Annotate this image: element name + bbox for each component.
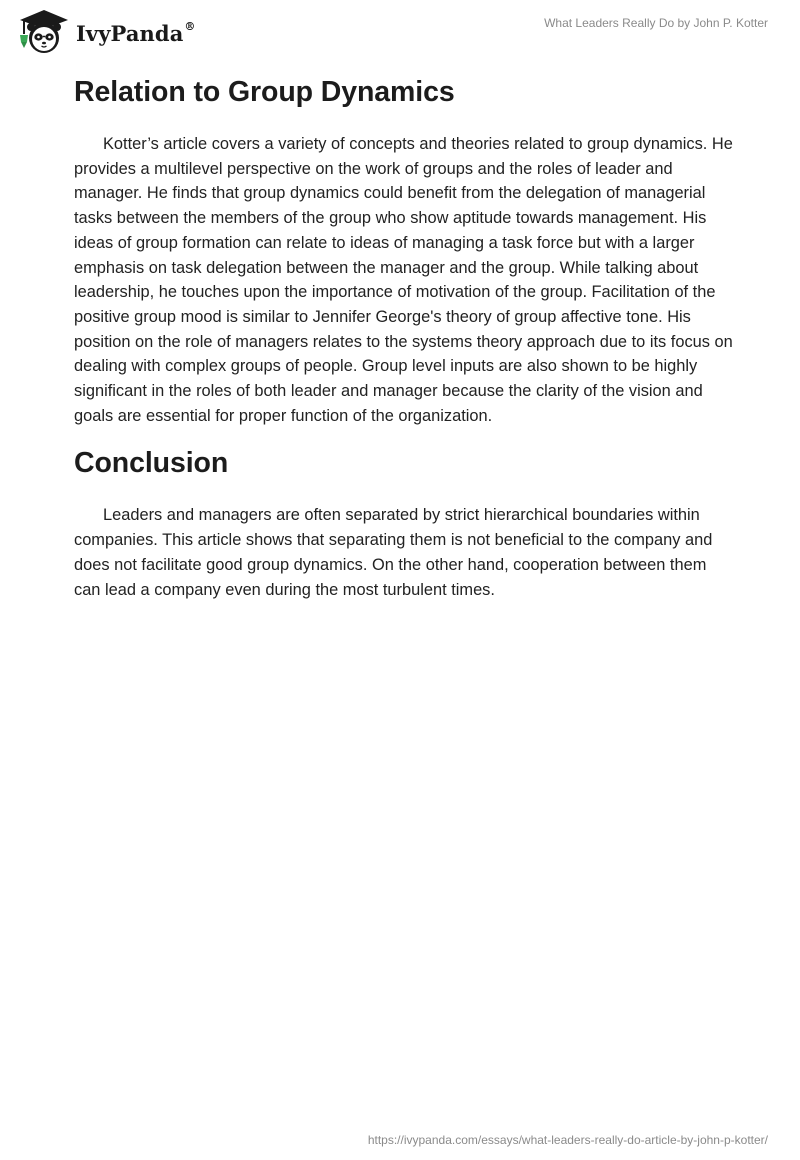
section-paragraph-group-dynamics: Kotter’s article covers a variety of concepts and theories related to group dynamics. He provides a multilevel perspective on the work of groups and the roles of leader and manager. He finds that group dynamics could benefit from the delegation of managerial tasks between the members of the group who show aptitude towards management. His ideas of group formation can relate to ideas of managing a task force but with a larger emphasis on task delegation between the manager and the group. While talking about leadership, he touches upon the importance of motivation of the group. Facilitation of the positive group mood is similar to Jennifer George's theory of group affective tone. His position on the role of managers relates to the systems theory approach due to its focus on dealing with complex groups of people. Group level inputs are also shown to be highly significant in the roles of both leader and manager because the clarity of the vision and goals are essential for proper function of the organization. — [74, 135, 733, 425]
registered-mark: ® — [184, 19, 196, 33]
panda-graduate-icon — [14, 8, 70, 56]
page-header — [0, 0, 800, 60]
document-title: What Leaders Really Do by John P. Kotter — [544, 16, 768, 30]
section-heading-conclusion: Conclusion — [74, 447, 229, 480]
essay-content — [74, 70, 734, 602]
brand-name: IvyPanda® — [76, 19, 196, 46]
section-heading-group-dynamics: Relation to Group Dynamics — [74, 76, 455, 108]
section-paragraph-conclusion: Leaders and managers are often separated by strict hierarchical boundaries within companies. This article shows that separating them is not beneficial to the company and does not facilitate good group dynamics. On the other hand, cooperation between them can lead a company even during the most turbulent times. — [74, 506, 713, 599]
ivypanda-logo[interactable] — [14, 8, 196, 56]
source-url-link[interactable]: https://ivypanda.com/essays/what-leaders-really-do-article-by-john-p-kotter/ — [367, 1133, 768, 1147]
